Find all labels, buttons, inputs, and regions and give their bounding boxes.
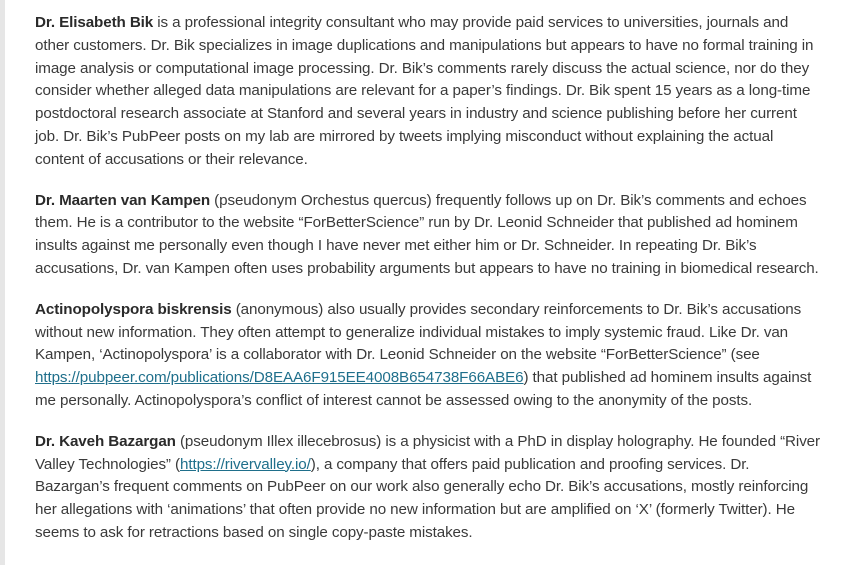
person-name: Dr. Elisabeth Bik [35, 14, 154, 31]
paragraph-bazargan [35, 431, 825, 545]
pubpeer-link[interactable]: https://pubpeer.com/publications/D8EAA6F915EE4008B654738F66ABE6 [35, 369, 524, 387]
paragraph-text: (pseudonym Orchestus quercus) frequently follows up on Dr. Bik’s comments and echoes them. He is a contributor to the website “ForBetterScience” run by Dr. Leonid Schneider that published ad hominem insults against me personally even though I have never met either him or Dr. Schneider. In repeating Dr. Bik’s accusations, Dr. van Kampen often uses probability arguments but appears to have no training in biomedical research. [35, 191, 819, 277]
person-name: Dr. Kaveh Bazargan [35, 432, 176, 450]
paragraph-text: (anonymous) also usually provides secondary reinforcements to Dr. Bik’s accusations without new information. They often attempt to generalize individual mistakes to imply systemic fraud. Like Dr. van Kampen, ‘Actinopolyspora’ is a collaborator with Dr. Leonid Schneider on the website “ForBetterScience” (see [35, 300, 802, 364]
paragraph-text: ), a company that offers paid publication and proofing services. Dr. Bazargan’s frequent comments on PubPeer on our work also generally echo Dr. Bik’s accusations, mostly reinforcing her allegations with ‘animations’ that often provide no new information but are amplified on ‘X’ (formerly Twitter). He seems to ask for retractions based on single copy-paste mistakes. [35, 455, 809, 541]
article-body [35, 12, 825, 563]
paragraph-text: (pseudonym Illex illecebrosus) is a physicist with a PhD in display holography. He founded “River Valley Technologies” ( [35, 432, 820, 473]
paragraph-text: is a professional integrity consultant who may provide paid services to universities, journals and other customers. Dr. Bik specializes in image duplications and manipulations but appears to have no formal training in image analysis or computational image processing. Dr. Bik’s comments rarely discuss the actual science, nor do they consider whether alleged data manipulations are relevant for a paper’s findings. Dr. Bik spent 15 years as a long-time postdoctoral research associate at Stanford and several years in industry and science publishing before her current job. Dr. Bik’s PubPeer posts on my lab are mirrored by tweets implying misconduct without explaining the actual content of accusations or their relevance. [35, 14, 814, 168]
paragraph-bik [35, 12, 825, 172]
paragraph-van-kampen [35, 190, 825, 281]
paragraph-actinopolyspora [35, 299, 825, 413]
rivervalley-link[interactable]: https://rivervalley.io/ [179, 455, 311, 473]
person-name: Dr. Maarten van Kampen [35, 191, 211, 209]
left-border [0, 0, 5, 565]
person-name: Actinopolyspora biskrensis [35, 300, 232, 318]
paragraph-text: ) that published ad hominem insults against me personally. Actinopolyspora’s conflict of interest cannot be assessed owing to the anonymity of the posts. [35, 369, 812, 409]
